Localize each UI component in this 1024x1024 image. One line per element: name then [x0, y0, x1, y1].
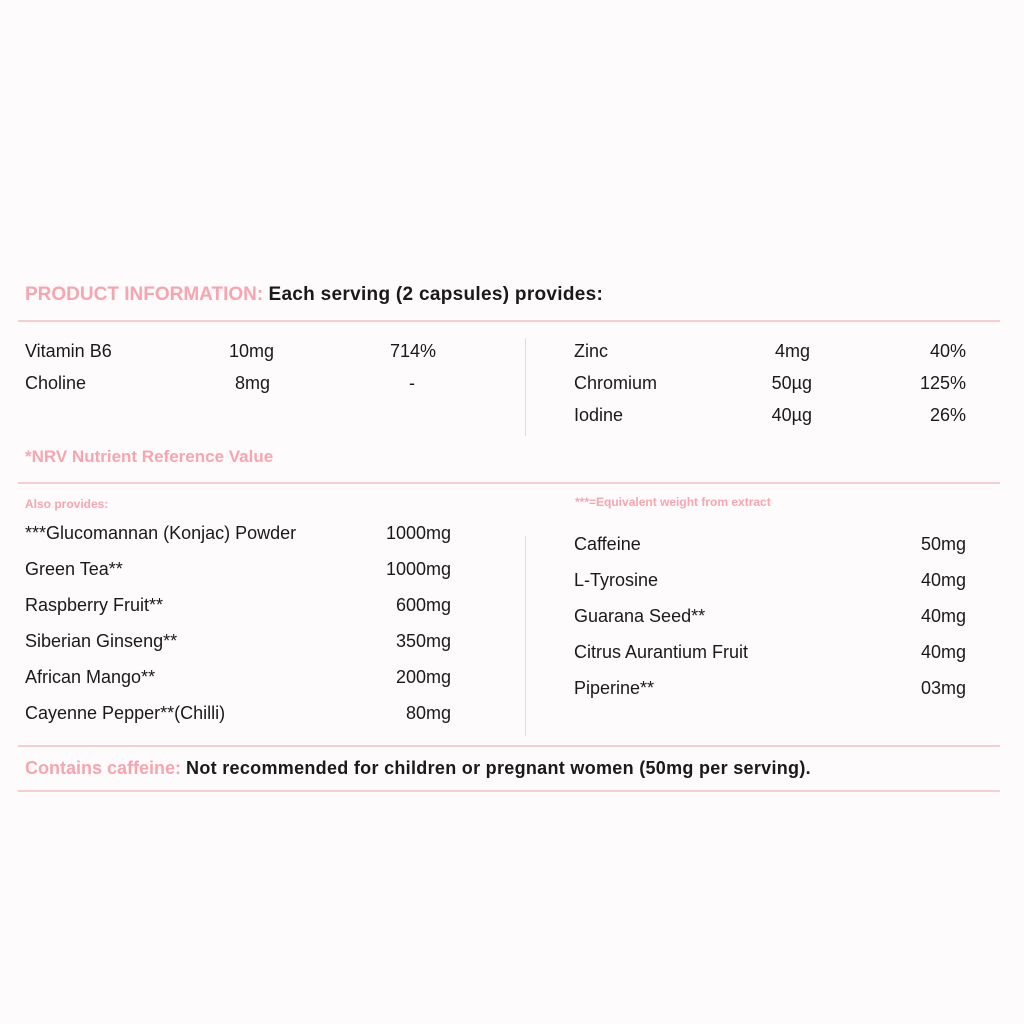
nutrient-amount: 8mg — [234, 373, 270, 393]
caffeine-warning-label: Contains caffeine: — [25, 758, 182, 778]
column-divider-ingredients — [525, 536, 526, 736]
nutrient-nrv: - — [409, 373, 415, 393]
serving-description: Each serving (2 capsules) provides: — [268, 284, 604, 305]
ingredient-amount: 40mg — [920, 570, 966, 590]
also-provides-label: Also provides: — [25, 497, 109, 511]
ingredient-amount: 80mg — [405, 703, 451, 723]
nutrient-amount: 4mg — [774, 341, 810, 361]
nutrient-amount: 10mg — [228, 341, 274, 361]
nutrient-nrv: 125% — [919, 373, 966, 393]
nutrient-nrv: 714% — [389, 341, 436, 361]
product-info-heading — [25, 284, 603, 306]
divider-middle — [18, 482, 1000, 484]
divider-bottom-lower — [18, 790, 1000, 792]
column-divider-nutrients — [525, 338, 526, 436]
ingredient-name: Raspberry Fruit** — [25, 595, 164, 615]
nutrient-name: Choline — [25, 373, 87, 393]
ingredient-name: Piperine** — [574, 678, 655, 698]
nutrient-amount: 50µg — [771, 373, 812, 393]
ingredient-name: Guarana Seed** — [574, 606, 706, 626]
nutrient-name: Chromium — [574, 373, 658, 393]
extract-footnote: ***=Equivalent weight from extract — [575, 495, 771, 509]
ingredient-amount: 40mg — [920, 642, 966, 662]
caffeine-warning-text: Not recommended for children or pregnant women (50mg per serving). — [186, 758, 811, 778]
ingredient-name: African Mango** — [25, 667, 156, 687]
nrv-footnote: *NRV Nutrient Reference Value — [25, 447, 274, 466]
nutrient-nrv: 26% — [929, 405, 966, 425]
nutrient-amount: 40µg — [771, 405, 812, 425]
ingredient-name: Citrus Aurantium Fruit — [574, 642, 749, 662]
ingredient-name: ***Glucomannan (Konjac) Powder — [25, 523, 297, 543]
nutrient-nrv: 40% — [929, 341, 966, 361]
caffeine-warning — [25, 758, 811, 779]
ingredient-name: Green Tea** — [25, 559, 123, 579]
ingredient-amount: 1000mg — [385, 523, 451, 543]
ingredient-name: L-Tyrosine — [574, 570, 659, 590]
product-info-label: PRODUCT INFORMATION: — [25, 284, 264, 305]
divider-bottom-upper — [18, 745, 1000, 747]
nutrient-name: Iodine — [574, 405, 624, 425]
ingredient-amount: 600mg — [395, 595, 451, 615]
divider-top — [18, 320, 1000, 322]
nutrient-name: Vitamin B6 — [25, 341, 112, 361]
ingredient-amount: 03mg — [920, 678, 966, 698]
ingredient-amount: 40mg — [920, 606, 966, 626]
ingredient-amount: 50mg — [920, 534, 966, 554]
ingredient-amount: 1000mg — [385, 559, 451, 579]
ingredient-name: Siberian Ginseng** — [25, 631, 178, 651]
ingredient-amount: 350mg — [395, 631, 451, 651]
nutrient-name: Zinc — [574, 341, 609, 361]
ingredient-amount: 200mg — [395, 667, 451, 687]
ingredient-name: Cayenne Pepper**(Chilli) — [25, 703, 226, 723]
ingredient-name: Caffeine — [574, 534, 641, 554]
